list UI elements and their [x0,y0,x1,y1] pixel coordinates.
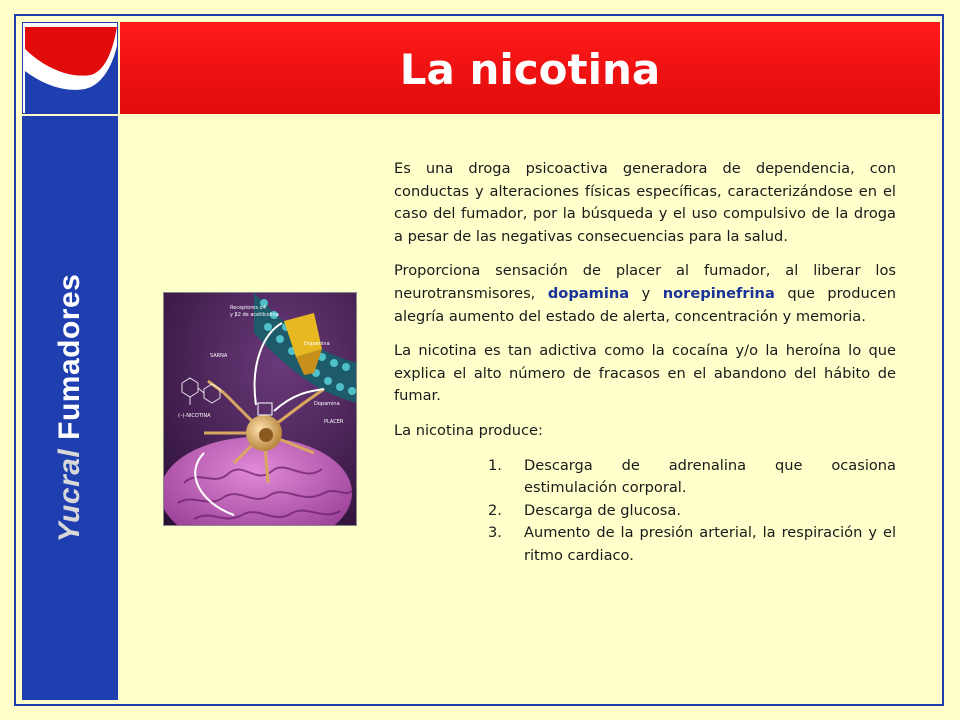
page-title: La nicotina [399,44,661,94]
sidebar-brand-text [53,274,87,543]
paragraph-neurotransmitters [394,260,896,328]
term-dopamina: dopamina [547,284,630,302]
swoosh-logo-icon [23,23,118,114]
paragraph-definition: Es una droga psicoactiva generadora de dependencia, con conductas y alteraciones físicas específicas, caracterizándose en el caso del fumador, por la búsqueda y el uso compulsivo de la droga a pesar de las negativas consecuencias para la salud. [394,160,896,245]
neuron-brain-image [164,293,357,526]
list-number: 2. [488,501,502,519]
sidebar-brand: Yucral [53,448,86,543]
p2-and: y [629,284,663,302]
nicotine-brain-illustration [163,292,357,526]
list-text: Descarga de adrenalina que ocasiona estimulación corporal. [524,456,896,497]
logo [22,22,118,114]
list-text: Aumento de la presión arterial, la respiración y el ritmo cardiaco. [524,524,896,564]
title-bar [120,22,940,114]
label-receptors-2: y β2 de acetilcolina [230,312,279,318]
label-placer: PLACER [324,419,344,425]
label-receptors: Receptores α4 [230,305,267,311]
list-item [488,522,896,567]
paragraph-addiction: La nicotina es tan adictiva como la cocaína y/o la heroína lo que explica el alto número de fracasos en el abandono del hábito de fumar. [394,342,896,405]
term-norepinefrina: norepinefrina [662,284,775,302]
list-number: 3. [488,524,502,542]
label-dopamina: Dopamina [314,401,340,407]
effects-list [394,455,896,568]
label-sarna: SARNA [210,353,228,359]
p2-intro: Proporciona sensación de placer al fumador, al liberar los neurotransmisores, [394,262,896,302]
list-number: 1. [488,456,502,474]
label-nicotina: (–)-NICOTINA [178,413,211,419]
label-dopamina-top: Dopamina [304,341,330,347]
sidebar-word: Fumadores [53,273,86,440]
content-body [394,158,896,568]
paragraph-produces: La nicotina produce: [394,421,543,439]
p2-rest: que producen alegría aumento del estado de alerta, concentración y memoria. [394,284,896,325]
list-text: Descarga de glucosa. [524,501,681,519]
list-item [488,500,896,523]
list-item [488,455,896,500]
